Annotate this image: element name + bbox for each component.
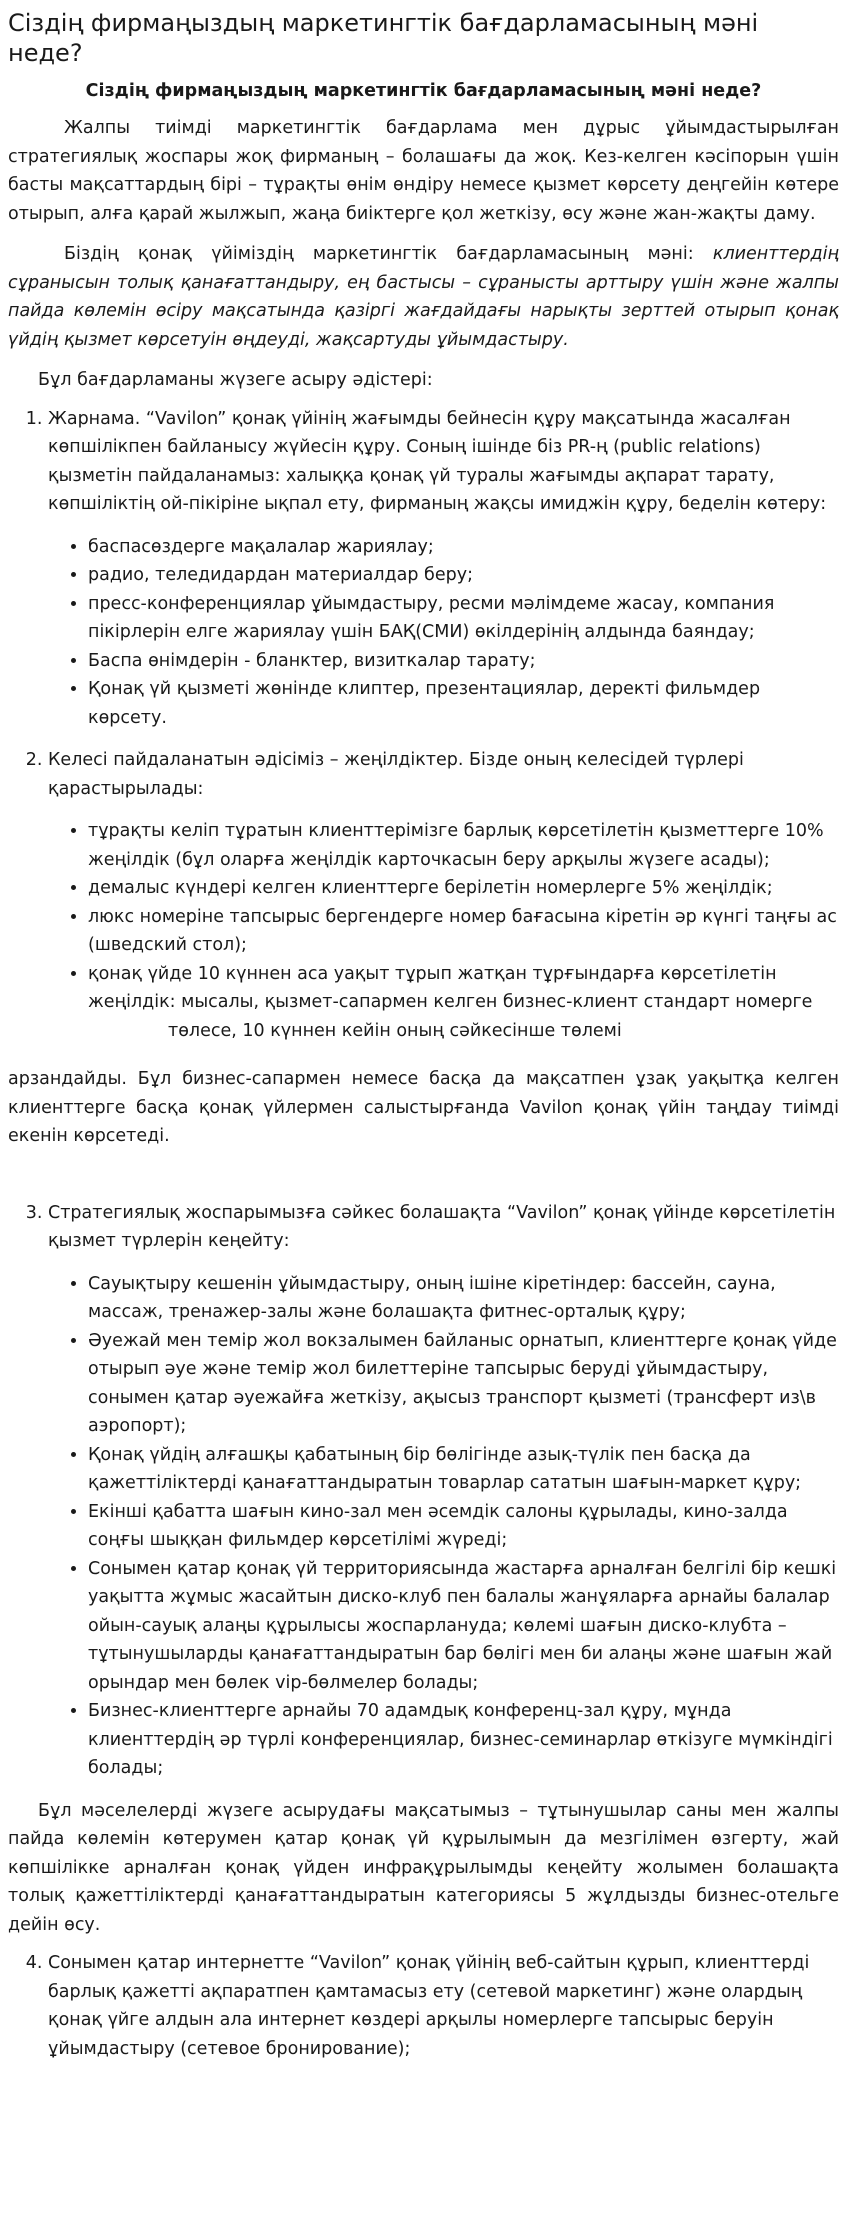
discounts-continuation: арзандайды. Бұл бизнес-сапармен немесе басқа да мақсатпен ұзақ уақытқа келген клиенттерге басқа қонақ үйлермен салыстырғанда Vavilon қонақ үйін таңдау тиімді екенін көрсетеді. (8, 1069, 839, 1146)
goal-paragraph: Бұл мәселелерді жүзеге асырудағы мақсатымыз – тұтынушылар саны мен жалпы пайда көлемін көтерумен қатар қонақ үй құрылымын да мезгілімен өзгерту, жай көпшілікке арналған қонақ үйден инфрақұрылымды кеңейту жолымен болашақта толық қажеттіліктерді қанағаттандыратын категориясы 5 жұлдызды бизнес-отельге дейін өсу. (8, 1800, 839, 1935)
list-item: • Екінші қабатта шағын кино-зал мен әсемдік салоны құрылады, кино-залда соңғы шыққан фильмдер көрсетілімі жүреді; (88, 1498, 839, 1555)
list-item: • радио, теледидардан материалдар беру; (88, 561, 839, 590)
list-item: • баспасөздерге мақалалар жариялау; (88, 533, 839, 562)
method-discounts-text: Келесі пайдаланатын әдісіміз – жеңілдіктер. Бізде оның келесідей түрлері қарастырылады: (48, 750, 744, 799)
list-item: • Қонақ үйдің алғашқы қабатының бір бөлігінде азық-түлік пен басқа да қажеттіліктерді қанағаттандыратын товарлар сататын шағын-маркет құру; (88, 1441, 839, 1498)
expansion-bullets (48, 1270, 839, 1783)
list-item: • Бизнес-клиенттерге арнайы 70 адамдық конференц-зал құру, мұнда клиенттердің әр түрлі конференциялар, бизнес-семинарлар өткізуге мүмкіндігі болады; (88, 1697, 839, 1783)
method-discounts (8, 746, 839, 1151)
document-heading: Сіздің фирмаңыздың маркетингтік бағдарламасының мәні неде? (85, 81, 762, 101)
discounts-bullets (48, 817, 839, 1045)
list-item: • Әуежай мен темір жол вокзалымен байланыс орнатып, клиенттерге қонақ үйде отырып әуе және темір жол билеттеріне тапсырыс беруді ұйымдастыру, сонымен қатар әуежайға жеткізу, ақысыз транспорт қызметі (трансферт из\в аэропорт); (88, 1327, 839, 1441)
discount-long-stay-b: төлесе, 10 күннен кейін оның сәйкесінше төлемі (168, 1020, 622, 1041)
list-item: • тұрақты келіп тұратын клиенттерімізге барлық көрсетілетін қызметтерге 10% жеңілдік (бұл оларға жеңілдік карточкасын беру арқылы жүзеге асады); (88, 817, 839, 874)
essence-paragraph (8, 240, 839, 354)
methods-list (8, 405, 839, 1783)
essence-lead: Біздің қонақ үйіміздің маркетингтік бағдарламасының мәні: (64, 244, 713, 264)
advertising-bullets (48, 533, 839, 733)
method-expansion-text: Стратегиялық жоспарымызға сәйкес болашақта “Vavilon” қонақ үйінде көрсетілетін қызмет түрлерін кеңейту: (48, 1202, 836, 1251)
method-online: 4. Сонымен қатар интернетте “Vavilon” қонақ үйінің веб-сайтын құрып, клиенттерді барлық қажетті ақпаратпен қамтамасыз ету (сетевой маркетинг) және олардың қонақ үйге алдын ала интернет көздері арқылы номерлерге тапсырыс беруін ұйымдастыру (сетевое бронирование); (48, 1949, 839, 2063)
discount-long-stay-a: қонақ үйде 10 күннен аса уақыт тұрып жатқан тұрғындарға көрсетілетін жеңілдік: мысалы, қызмет-сапармен келген бизнес-клиент стандарт номерге (88, 963, 813, 1012)
method-advertising-text: Жарнама. “Vavilon” қонақ үйінің жағымды бейнесін құру мақсатында жасалған көпшілікпен байланысу жүйесін құру. Соның ішінде біз PR-ң (public relations) қызметін пайдаланамыз: халыққа қонақ үй туралы жағымды ақпарат тарату, көпшіліктің ой-пікіріне ықпал ету, фирманың жақсы имиджін құру, беделін көтеру: (48, 408, 827, 514)
list-item: • демалыс күндері келген клиенттерге берілетін номерлерге 5% жеңілдік; (88, 874, 839, 903)
list-item (88, 960, 839, 1046)
essence-italic: клиенттердің сұранысын толық қанағаттандыру, ең бастысы – сұранысты арттыру үшін және жалпы пайда көлемін өсіру мақсатында қазіргі жағдайдағы нарықты зерттей отырып қонақ үйдің қызмет көрсетуін өңдеуді, жақсартуды ұйымдастыру. (8, 244, 839, 350)
page-title: Сіздің фирмаңыздың маркетингтік бағдарламасының мәні неде? (8, 9, 759, 67)
list-item: • люкс номеріне тапсырыс бергендерге номер бағасына кіретін әр күнгі таңғы ас (шведский стол); (88, 903, 839, 960)
list-item: • пресс-конференциялар ұйымдастыру, ресми мәлімдеме жасау, компания пікірлерін елге жариялау үшін БАҚ(СМИ) өкілдерінің алдында баяндау; (88, 590, 839, 647)
list-item: • Баспа өнімдерін - бланктер, визиткалар тарату; (88, 647, 839, 676)
methods-list-continued (8, 1949, 839, 2063)
list-item: • Сауықтыру кешенін ұйымдастыру, оның ішіне кіретіндер: бассейн, сауна, массаж, тренажер-залы және болашақта фитнес-орталық құру; (88, 1270, 839, 1327)
list-item: • Сонымен қатар қонақ үй территориясында жастарға арналған белгілі бір кешкі уақытта жұмыс жасайтын диско-клуб пен балалы жанұяларға арнайы балалар ойын-сауық алаңы құрылысы жоспарлануда; көлемі шағын диско-клубта – тұтынушыларды қанағаттандыратын бар бөлігі мен би алаңы және шағын жай орындар мен бөлек vip-бөлмелер болады; (88, 1555, 839, 1698)
method-expansion (48, 1199, 839, 1783)
intro-paragraph: Жалпы тиімді маркетингтік бағдарлама мен дұрыс ұйымдастырылған стратегиялық жоспары жоқ фирманың – болашағы да жоқ. Кез-келген кәсіпорын үшін басты мақсаттардың бірі – тұрақты өнім өндіру немесе қызмет көрсету деңгейін көтере отырып, алға қарай жылжып, жаңа биіктерге қол жеткізу, өсу және жан-жақты даму. (8, 118, 839, 224)
method-advertising (48, 405, 839, 733)
methods-intro: Бұл бағдарламаны жүзеге асыру әдістері: (38, 370, 433, 390)
list-item: • Қонақ үй қызметі жөнінде клиптер, презентациялар, деректі фильмдер көрсету. (88, 675, 839, 732)
document-page (0, 8, 847, 2063)
